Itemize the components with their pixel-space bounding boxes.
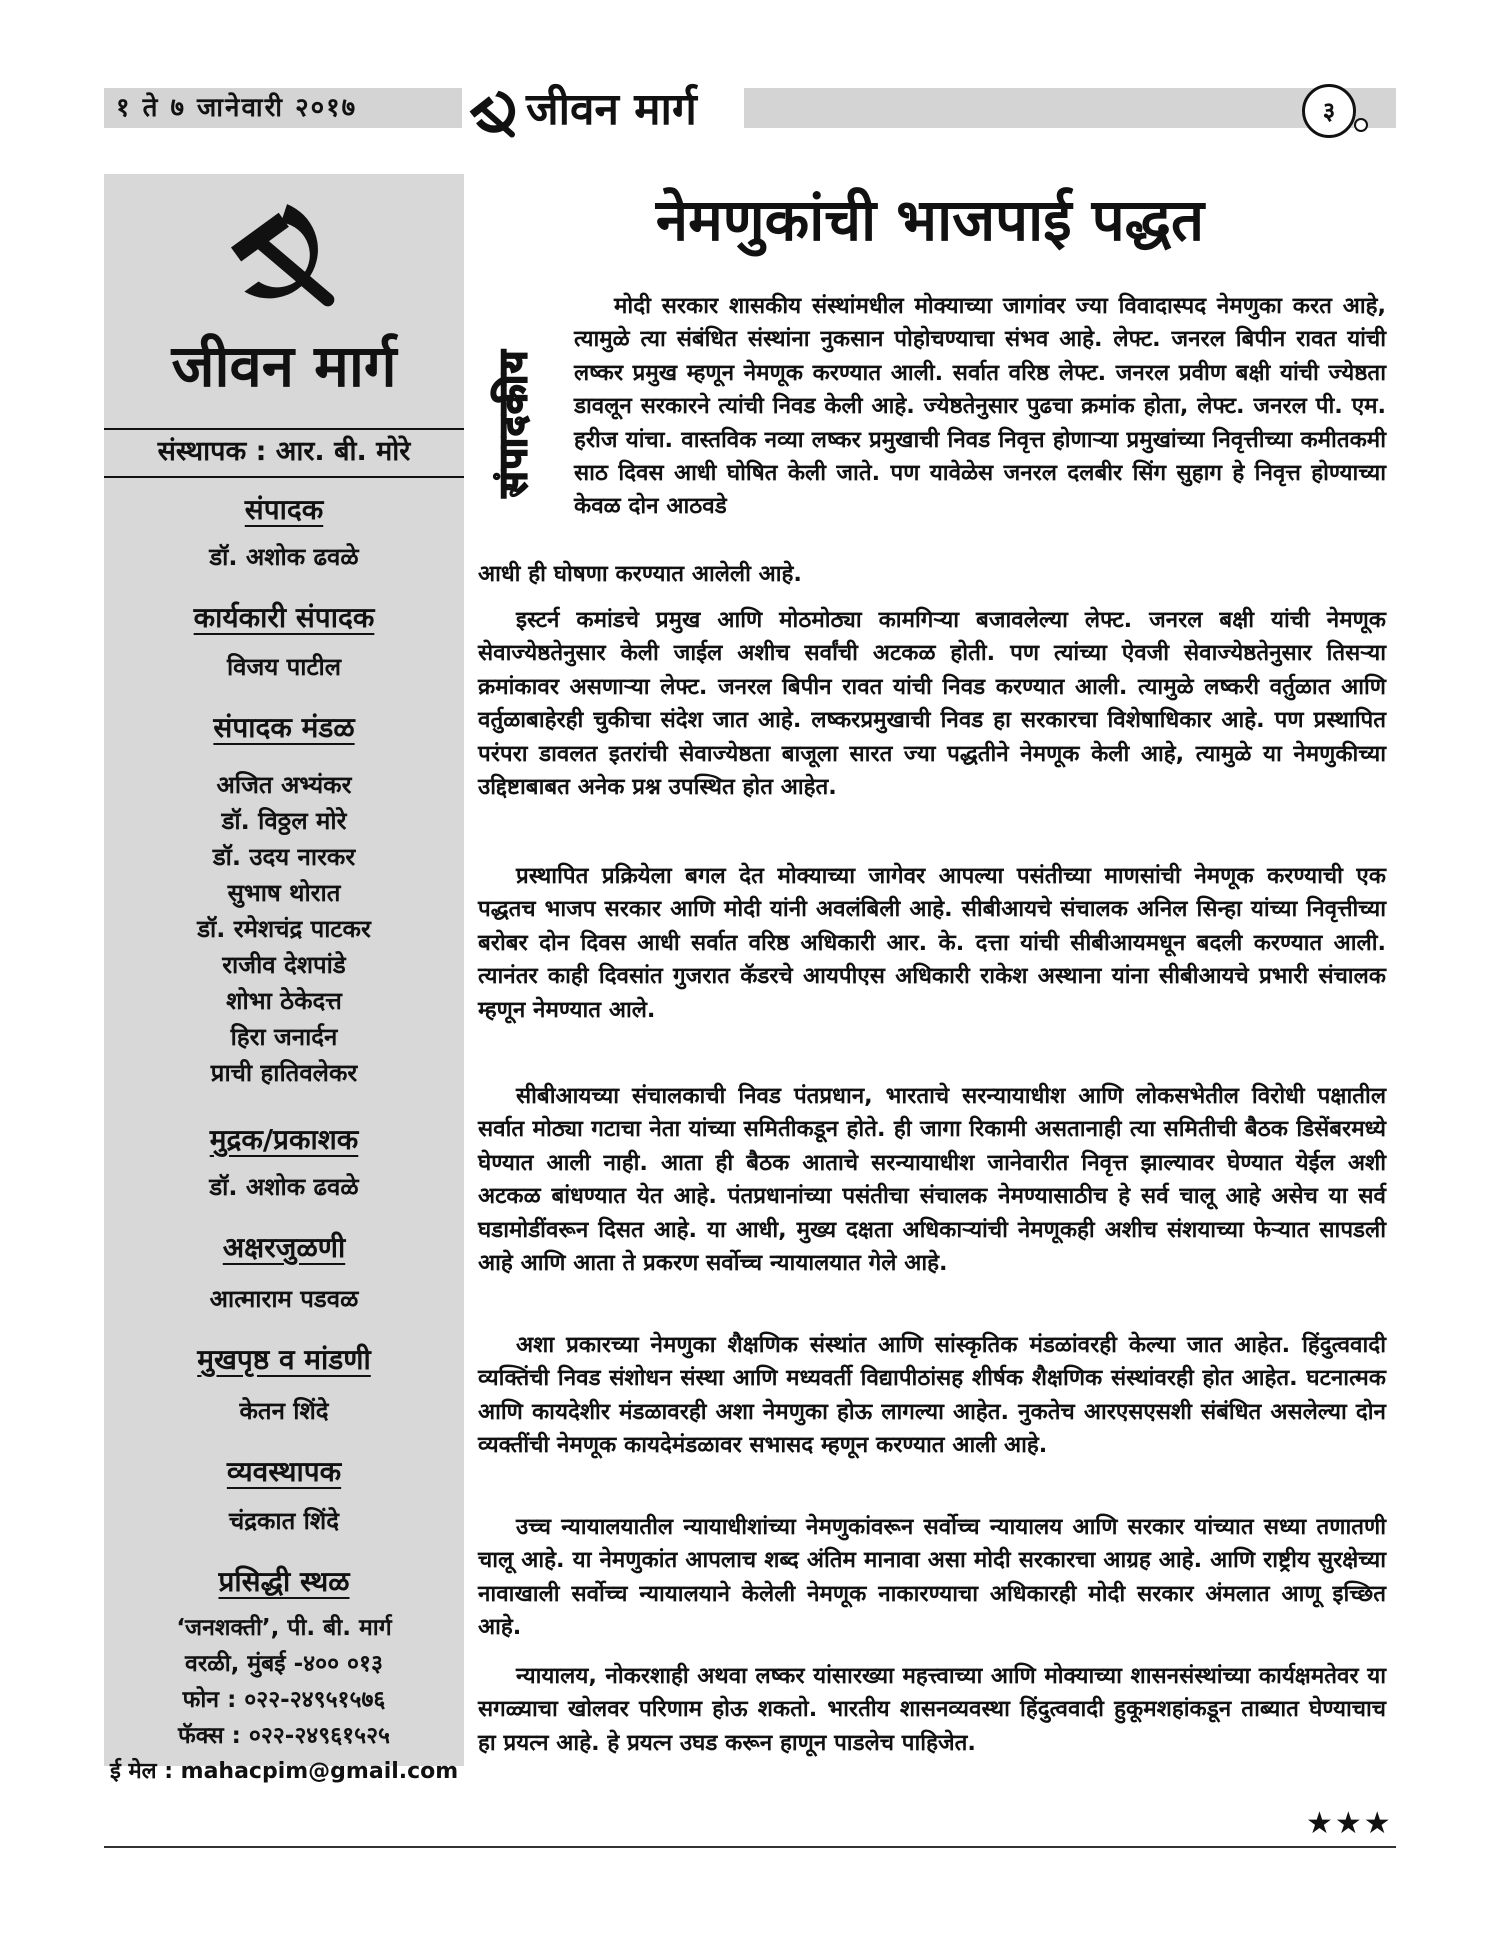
board-member: हिरा जनार्दन bbox=[230, 1023, 338, 1051]
manager-name: चंद्रकात शिंदे bbox=[229, 1507, 339, 1535]
article-paragraph: उच्च न्यायालयातील न्यायाधीशांच्या नेमणुकांवरून सर्वोच्च न्यायालय आणि सरकार यांच्यात सध्या तणातणी चालू आहे. या नेमणुकांत आपलाच शब्द अंतिम मानावा असा मोदी सरकारचा आग्रह आहे. आणि राष्ट्रीय सुरक्षेच्या नावाखाली सर्वोच्च न्यायालयाने केलेली नेमणूक नाकारण्याचा अधिकारही मोदी सरकार अंमलात आणू इच्छित आहे. bbox=[478, 1514, 1386, 1641]
board-member: प्राची हातिवलेकर bbox=[210, 1059, 358, 1087]
cover-layout-name: केतन शिंदे bbox=[239, 1397, 329, 1425]
section-heading-editorial-board: संपादक मंडळ bbox=[213, 711, 355, 744]
paper-name: जीवन मार्ग bbox=[171, 332, 397, 400]
article-paragraph: प्रस्थापित प्रक्रियेला बगल देत मोक्याच्या जागेवर आपल्या पसंतीच्या माणसांची नेमणूक करण्याची एक पद्धतच भाजप सरकार आणि मोदी यांनी अवलंबिली आहे. सीबीआयचे संचालक अनिल सिन्हा यांच्या निवृत्तीच्या बरोबर दोन दिवस आधी सर्वात वरिष्ठ अधिकारी आर. के. दत्ता यांची सीबीआयमधून बदली करण्यात आली. त्यानंतर काही दिवसांत गुजरात कॅडरचे आयपीएस अधिकारी राकेश अस्थाना यांना सीबीआयचे प्रभारी संचालक म्हणून नेमण्यात आले. bbox=[478, 863, 1386, 1023]
section-heading-publication-place: प्रसिद्धी स्थळ bbox=[218, 1565, 350, 1598]
issue-date: १ ते ७ जानेवारी २०१७ bbox=[116, 93, 358, 123]
article-paragraph: न्यायालय, नोकरशाही अथवा लष्कर यांसारख्या महत्त्वाच्या आणि मोक्याच्या शासनसंस्थांच्या कार्यक्षमतेवर या सगळ्याचा खोलवर परिणाम होऊ शकतो. भारतीय शासनव्यवस्था हिंदुत्ववादी हुकूमशहांकडून ताब्यात घेण्याचाच हा प्रयत्न आहे. हे प्रयत्न उघड करून हाणून पाडलेच पाहिजेत. bbox=[478, 1663, 1386, 1756]
end-mark: ★★★ bbox=[1306, 1806, 1393, 1841]
article-paragraph: आधी ही घोषणा करण्यात आलेली आहे. bbox=[478, 561, 802, 587]
board-member: डॉ. विठ्ठल मोरे bbox=[221, 807, 347, 835]
editor-name: डॉ. अशोक ढवळे bbox=[209, 543, 359, 571]
section-heading-cover-layout: मुखपृष्ठ व मांडणी bbox=[197, 1343, 371, 1376]
page-number: ३ bbox=[1302, 84, 1356, 138]
article-paragraph: मोदी सरकार शासकीय संस्थांमधील मोक्याच्या जागांवर ज्या विवादास्पद नेमणुका करत आहे, त्यामुळे त्या संबंधित संस्थांना नुकसान पोहोचण्याचा संभव आहे. लेफ्ट. जनरल बिपीन रावत यांची लष्कर प्रमुख म्हणून नेमणूक करण्यात आली. सर्वात वरिष्ठ लेफ्ट. जनरल प्रवीण बक्षी यांची ज्येष्ठता डावलून सरकारने त्यांची निवड केली आहे. ज्येष्ठतेनुसार पुढचा क्रमांक होता, लेफ्ट. जनरल पी. एम. हरीज यांचा. वास्तविक नव्या लष्कर प्रमुखाची निवड निवृत्त होणाऱ्या प्रमुखांच्या निवृत्तीच्या कमीतकमी साठ दिवस आधी घोषित केली जाते. पण यावेळेस जनरल दलबीर सिंग सुहाग हे निवृत्त होण्याच्या केवळ दोन आठवडे bbox=[574, 293, 1386, 520]
section-tag-label: संपादकीय bbox=[491, 348, 535, 498]
board-member: डॉ. रमेशचंद्र पाटकर bbox=[197, 915, 371, 943]
hammer-sickle-icon bbox=[222, 198, 344, 310]
section-heading-editor: संपादक bbox=[244, 493, 324, 526]
founder-line: संस्थापक : आर. बी. मोरे bbox=[157, 436, 411, 467]
address-line: वरळी, मुंबई -४०० ०१३ bbox=[185, 1651, 383, 1677]
printer-publisher-name: डॉ. अशोक ढवळे bbox=[209, 1173, 359, 1201]
footer-rule bbox=[104, 1846, 1396, 1848]
page-number-dot bbox=[1354, 118, 1368, 132]
executive-editor-name: विजय पाटील bbox=[226, 653, 342, 681]
board-member: डॉ. उदय नारकर bbox=[212, 843, 356, 871]
article-paragraph: सीबीआयच्या संचालकाची निवड पंतप्रधान, भारताचे सरन्यायाधीश आणि लोकसभेतील विरोधी पक्षातील सर्वात मोठ्या गटाचा नेता यांच्या समितीकडून होते. ही जागा रिकामी असतानाही त्या समितीची बैठक डिसेंबरमध्ये घेण्यात आली नाही. आता ही बैठक आताचे सरन्यायाधीश जानेवारीत निवृत्त झाल्यावर घेण्यात येईल अशी अटकळ बांधण्यात येत आहे. पंतप्रधानांच्या पसंतीचा संचालक नेमण्यासाठीच हे सर्व चालू आहे असेच या सर्व घडामोडींवरून दिसत आहे. या आधी, मुख्य दक्षता अधिकाऱ्यांची नेमणूकही अशीच संशयाच्या फेऱ्यात सापडली आहे आणि आता ते प्रकरण सर्वोच्च न्यायालयात गेले आहे. bbox=[478, 1083, 1386, 1277]
fax-number: फॅक्स : ०२२-२४९६१५२५ bbox=[178, 1723, 390, 1749]
article-headline: नेमणुकांची भाजपाई पद्धत bbox=[655, 186, 1205, 254]
phone-number: फोन : ०२२-२४९५१५७६ bbox=[182, 1687, 386, 1713]
article-paragraph: इस्टर्न कमांडचे प्रमुख आणि मोठमोठ्या कामगिऱ्या बजावलेल्या लेफ्ट. जनरल बक्षी यांची नेमणूक सेवाज्येष्ठतेनुसार केली जाईल अशीच सर्वांची अटकळ होती. पण त्यांच्या ऐवजी सेवाज्येष्ठतेनुसार तिसऱ्या क्रमांकावर असणाऱ्या लेफ्ट. जनरल बिपीन रावत यांची निवड करण्यात आली. त्यामुळे लष्करी वर्तुळात आणि वर्तुळाबाहेरही चुकीचा संदेश जात आहे. लष्करप्रमुखाची निवड हा सरकारचा विशेषाधिकार आहे. पण प्रस्थापित परंपरा डावलत इतरांची सेवाज्येष्ठता बाजूला सारत ज्या पद्धतीने नेमणूक केली आहे, त्यामुळे या नेमणुकीच्या उद्दिष्टाबाबत अनेक प्रश्न उपस्थित होत आहेत. bbox=[478, 607, 1387, 801]
section-heading-typesetting: अक्षरजुळणी bbox=[222, 1231, 346, 1264]
board-member: अजित अभ्यंकर bbox=[216, 771, 352, 799]
section-heading-manager: व्यवस्थापक bbox=[226, 1455, 342, 1488]
masthead-title: जीवन मार्ग bbox=[526, 84, 697, 135]
board-member: सुभाष थोरात bbox=[227, 879, 341, 907]
section-heading-printer-publisher: मुद्रक/प्रकाशक bbox=[209, 1123, 359, 1156]
hammer-sickle-icon bbox=[466, 84, 522, 140]
board-member: शोभा ठेकेदत्त bbox=[226, 987, 342, 1015]
divider bbox=[104, 476, 464, 478]
email-address: ई मेल : mahacpim@gmail.com bbox=[110, 1759, 459, 1784]
article-paragraph: अशा प्रकारच्या नेमणुका शैक्षणिक संस्थांत आणि सांस्कृतिक मंडळांवरही केल्या जात आहेत. हिंदुत्ववादी व्यक्तिंची निवड संशोधन संस्था आणि मध्यवर्ती विद्यापीठांसह शीर्षक शैक्षणिक संस्थांवरही होत आहेत. घटनात्मक आणि कायदेशीर मंडळावरही अशा नेमणुका होऊ लागल्या आहेत. नुकतेच आरएसएसशी संबंधित असलेल्या दोन व्यक्तींची नेमणूक कायदेमंडळावर सभासद म्हणून करण्यात आली आहे. bbox=[478, 1332, 1386, 1459]
board-member: राजीव देशपांडे bbox=[222, 951, 346, 979]
typesetting-name: आत्माराम पडवळ bbox=[209, 1285, 359, 1313]
section-heading-executive-editor: कार्यकारी संपादक bbox=[193, 601, 375, 634]
address-line: ‘जनशक्ती’, पी. बी. मार्ग bbox=[176, 1615, 392, 1641]
section-tag bbox=[482, 298, 542, 548]
